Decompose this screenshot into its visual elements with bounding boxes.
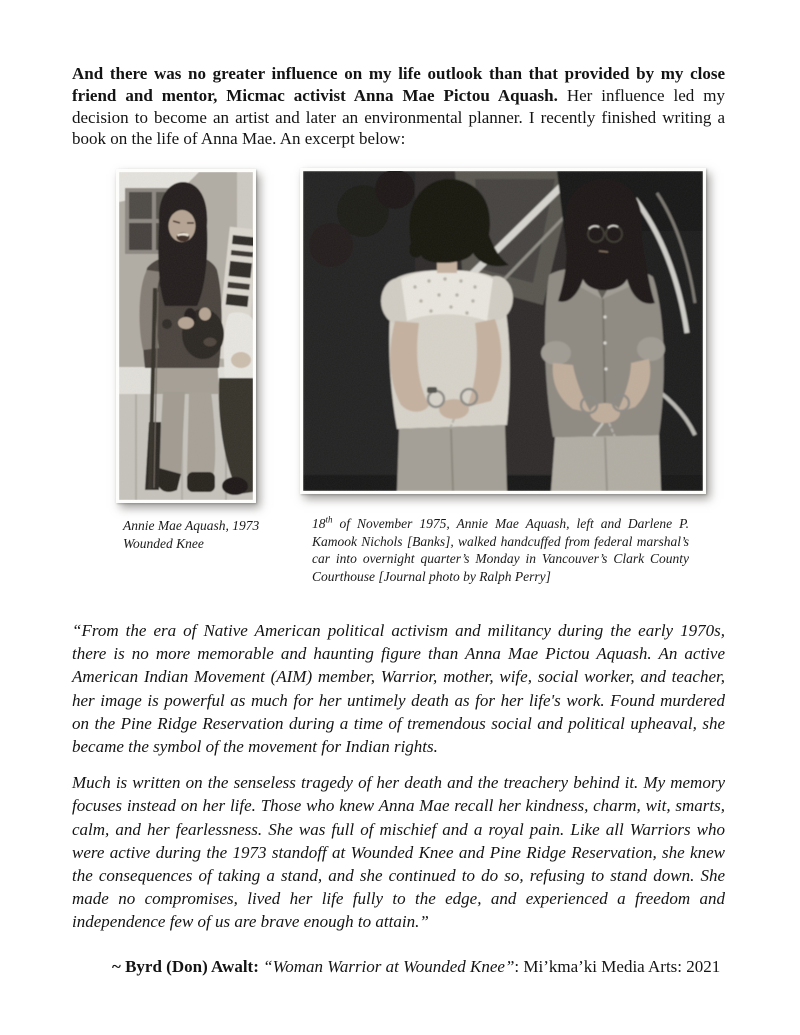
attribution-publisher: : Mi’kma’ki Media Arts: 2021 — [514, 957, 721, 976]
caption-left-line1: Annie Mae Aquash, 1973 — [123, 518, 260, 533]
attribution-author: ~ Byrd (Don) Awalt: — [112, 957, 264, 976]
attribution-work-title: “Woman Warrior at Wounded Knee” — [263, 957, 515, 976]
intro-paragraph — [72, 63, 725, 150]
caption-right-day: 18 — [312, 516, 326, 531]
caption-right — [312, 515, 689, 585]
photo-frame-arrest-1975 — [300, 168, 706, 494]
quote-paragraph-2: Much is written on the senseless tragedy of her death and the treachery behind it. My memory focuses instead on her life. Those who knew Anna Mae recall her kindness, charm, wit, smarts, calm, and her fearlessness. She was full of mischief and a royal pain. Like all Warriors who were active during the 1973 standoff at Wounded Knee and Pine Ridge Reservation, she knew the consequences of taking a stand, and she continued to do so, refusing to stand down. She made no compromises, lived her life fully to the edge, and experienced a freedom and independence few of us are brave enough to attain.” — [72, 773, 725, 932]
photo-frame-annie-1973 — [116, 169, 256, 503]
intro-bold-text: And there was no greater influence on my life outlook than that provided by my close friend and mentor, Micmac activist Anna Mae Pictou Aquash. — [72, 64, 725, 105]
intro-regular-text: Her influence led my decision to become an artist and later an environmental planner. I recently finished writing a book on the life of Anna Mae. An excerpt below: — [72, 85, 725, 149]
quote-paragraph-1: “From the era of Native American political activism and militancy during the early 1970s, there is no more memorable and haunting figure than Anna Mae Pictou Aquash. An active American Indian Movement (AIM) member, Warrior, mother, wife, social worker, and teacher, her image is powerful as much for her untimely death as for her life's work. Found murdered on the Pine Ridge Reservation during a time of tremendous social and political upheaval, she became the symbol of the movement for Indian rights. — [72, 621, 725, 757]
caption-right-text: of November 1975, Annie Mae Aquash, left and Darlene P. Kamook Nichols [Banks], walked handcuffed from federal marshal’s car into overnight quarter’s Monday in Vancouver’s Clark County Courthouse [Journal photo by Ralph Perry] — [312, 516, 689, 584]
caption-left-line2: Wounded Knee — [123, 535, 204, 551]
caption-left — [123, 517, 303, 552]
attribution-line — [72, 956, 732, 978]
arrest-1975-photo-illustration — [303, 171, 703, 491]
annie-1973-photo-illustration — [119, 172, 253, 500]
excerpt-quote — [72, 619, 725, 934]
caption-right-ordinal: th — [325, 514, 333, 525]
